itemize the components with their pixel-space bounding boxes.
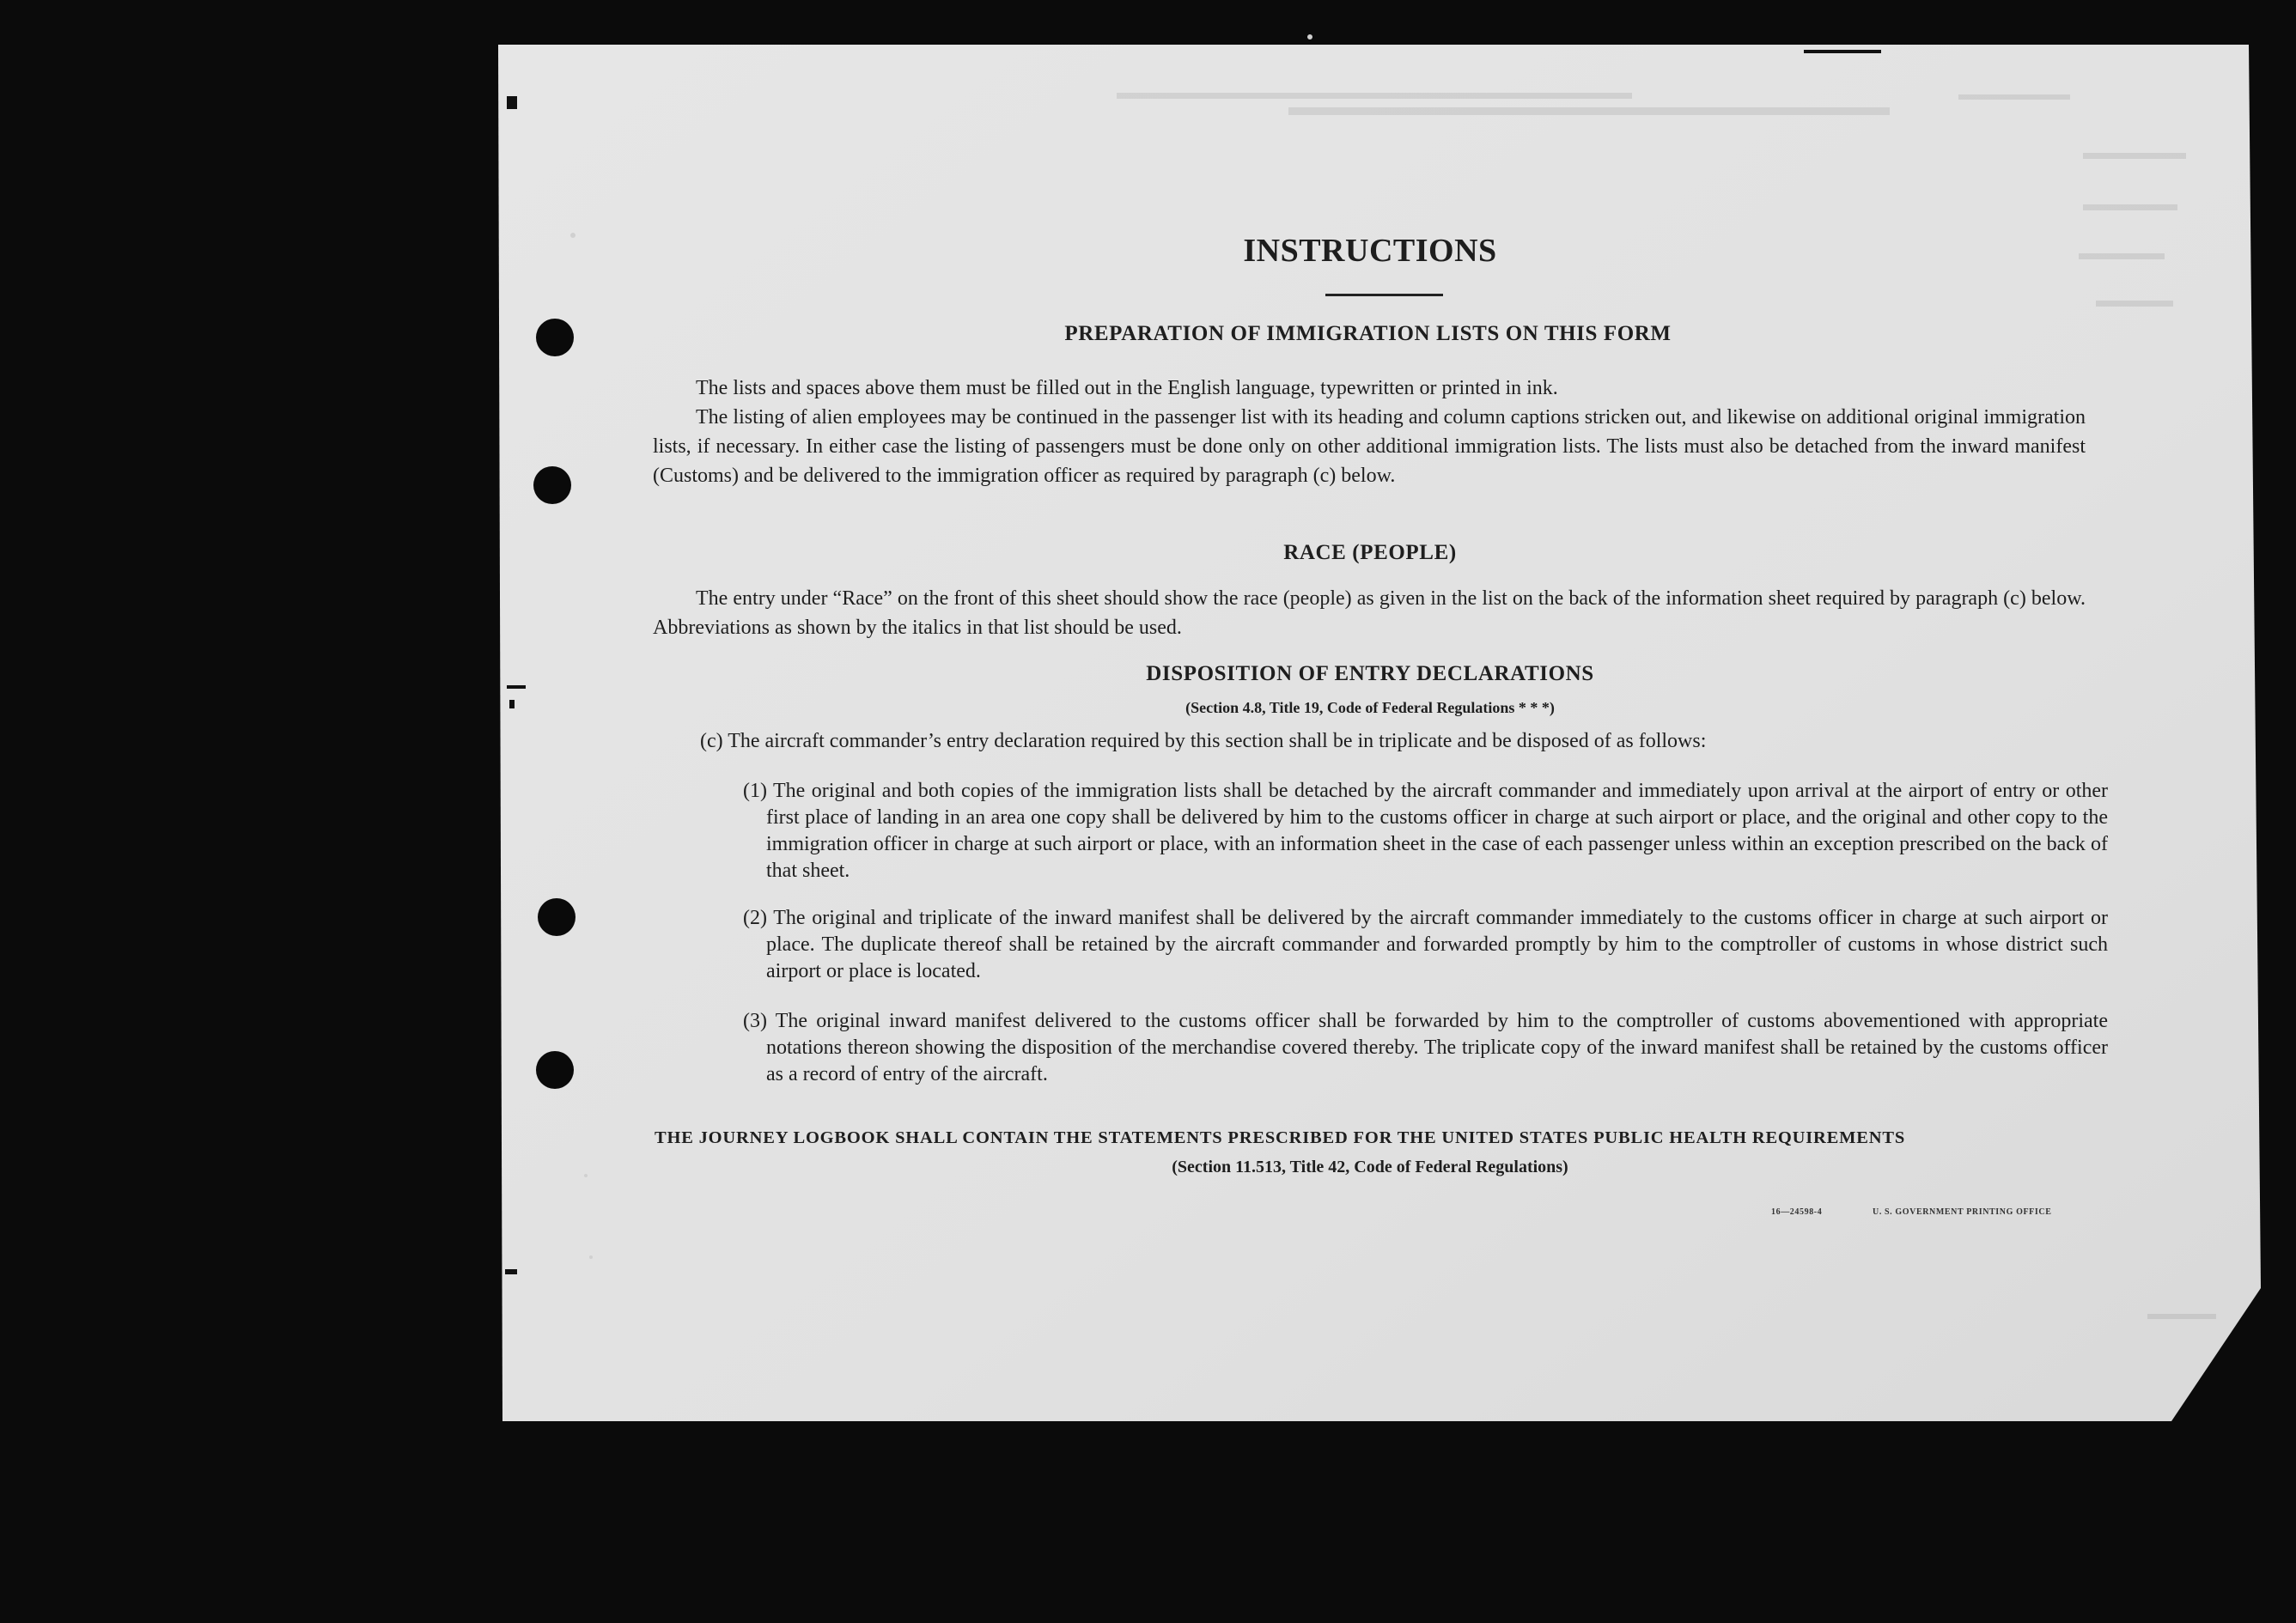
heading-race: RACE (PEOPLE) [1283,541,1457,564]
footer-logbook-statement: THE JOURNEY LOGBOOK SHALL CONTAIN THE STATEMENTS PRESCRIBED FOR THE UNITED STATES PUBLIC HEALTH REQUIREMENTS [655,1128,1906,1147]
section-race-body [653,584,2086,642]
disposition-item-1: (1) The original and both copies of the immigration lists shall be detached by the aircraft commander and immediately upon arrival at the airport of entry or other first place of landing in an area one copy shall be delivered by him to the customs officer in charge at such airport or place, and the original and other copy to the immigration officer in charge at such airport or place, with an information sheet in the case of each passenger unless within an exception prescribed on the back of that sheet. [743,780,2108,882]
printer-imprint: U. S. GOVERNMENT PRINTING OFFICE [1873,1207,2052,1217]
heading-preparation: PREPARATION OF IMMIGRATION LISTS ON THIS FORM [1064,322,1672,345]
title-underline [1325,294,1443,296]
form-number: 16—24598-4 [1771,1207,1823,1217]
citation-section-4-8: (Section 4.8, Title 19, Code of Federal Regulations * * *) [1185,699,1555,716]
section-preparation-body [653,374,2086,490]
disposition-item-2: (2) The original and triplicate of the inward manifest shall be delivered by the aircraft commander immediately to the customs officer in charge at such airport or place. The duplicate thereof shall be retained by the aircraft commander and forwarded promptly by him to the comptroller of customs in whose district such airport or place is located. [743,907,2108,982]
paragraph-race: The entry under “Race” on the front of this sheet should show the race (people) as given in the list on the back of the information sheet required by paragraph (c) below. Abbreviations as shown by the italics in that list should be used. [653,587,2086,639]
paragraph-c-intro: (c) The aircraft commander’s entry declaration required by this section shall be in triplicate and be disposed of as follows: [700,730,1707,752]
disposition-item-3: (3) The original inward manifest delivered to the customs officer shall be forwarded by him to the comptroller of customs abovementioned with appropriate notations thereon showing the disposition of the merchandise covered thereby. The triplicate copy of the inward manifest shall be retained by the customs officer as a record of entry of the aircraft. [743,1010,2108,1085]
document-title: INSTRUCTIONS [1243,233,1497,269]
heading-disposition: DISPOSITION OF ENTRY DECLARATIONS [1146,662,1594,685]
footer-citation: (Section 11.513, Title 42, Code of Federal Regulations) [1172,1158,1568,1176]
paragraph-alien-employees: The listing of alien employees may be continued in the passenger list with its heading and column captions stricken out, and likewise on additional original immigration lists, if necessary. In either case the listing of passengers must be done only on other additional immigration lists. The lists must also be detached from the inward manifest (Customs) and be delivered to the immigration officer as required by paragraph (c) below. [653,406,2086,487]
paragraph-lists-language: The lists and spaces above them must be filled out in the English language, typewritten or printed in ink. [696,377,1558,399]
